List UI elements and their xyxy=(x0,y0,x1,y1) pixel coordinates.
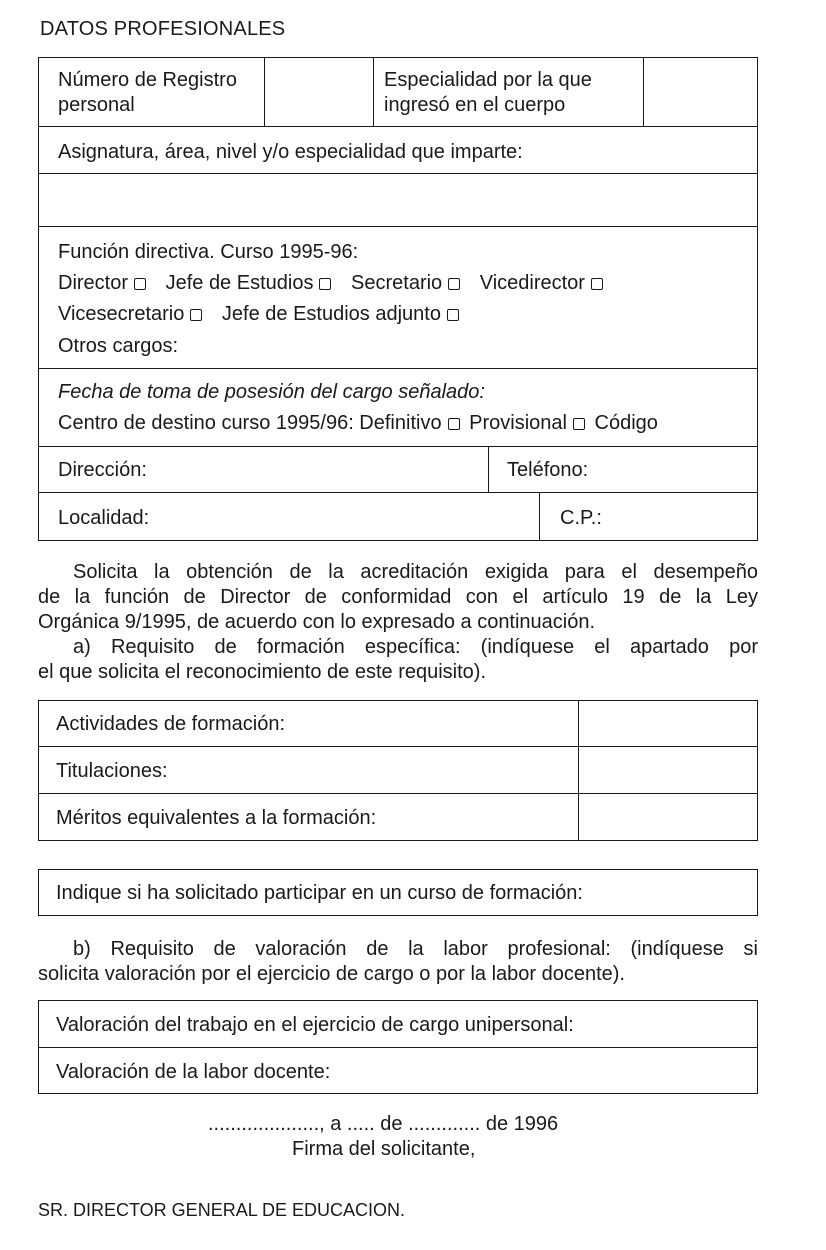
meritos-field[interactable] xyxy=(580,795,756,839)
especialidad-value-field[interactable] xyxy=(645,59,756,125)
curso-formacion-label: Indique si ha solicitado participar en un curso de formación: xyxy=(56,882,583,904)
registro-value-field[interactable] xyxy=(266,59,372,125)
especialidad-label: Especialidad por la que xyxy=(384,69,592,91)
actividades-formacion-field[interactable] xyxy=(580,702,756,745)
vicedirector-checkbox[interactable] xyxy=(591,278,603,290)
centro-destino-row: Centro de destino curso 1995/96: Definitivo Provisional Código xyxy=(58,412,658,434)
director-checkbox[interactable] xyxy=(134,278,146,290)
registro-label: Número de Registro xyxy=(58,69,237,91)
asignatura-value-field[interactable] xyxy=(40,175,756,225)
firma-solicitante: Firma del solicitante, xyxy=(292,1138,476,1160)
definitivo-checkbox[interactable] xyxy=(448,418,460,430)
titulaciones-label: Titulaciones: xyxy=(56,760,168,782)
cp-label: C.P.: xyxy=(560,507,602,529)
solicitud-paragraph: Solicita la obtención de la acreditación exigida para el desempeño de la función de Director de conformidad con el artículo 19 de la Ley Orgánica 9/1995, de acuerdo con lo expresado a continuación. a) Requisito de formación específica: (indíquese el apartado por el que solicita el reconocimiento de este requisito). xyxy=(38,561,758,683)
fecha-firma-line: ...................., a ..... de ............. de 1996 xyxy=(208,1113,559,1135)
direccion-label: Dirección: xyxy=(58,459,147,481)
section-title: DATOS PROFESIONALES xyxy=(40,18,286,40)
registro-label-cont: personal xyxy=(58,94,135,116)
provisional-checkbox[interactable] xyxy=(573,418,585,430)
meritos-label: Méritos equivalentes a la formación: xyxy=(56,807,377,829)
actividades-formacion-label: Actividades de formación: xyxy=(56,713,286,735)
vicesecretario-checkbox[interactable] xyxy=(190,309,202,321)
jefe-estudios-adjunto-checkbox[interactable] xyxy=(447,309,459,321)
otros-cargos-label: Otros cargos: xyxy=(58,335,179,357)
titulaciones-field[interactable] xyxy=(580,748,756,792)
valoracion-paragraph: b) Requisito de valoración de la labor profesional: (indíquese si solicita valoración por el ejercicio de cargo o por la labor docente). xyxy=(38,938,758,985)
asignatura-label: Asignatura, área, nivel y/o especialidad que imparte: xyxy=(58,141,523,163)
destinatario: SR. DIRECTOR GENERAL DE EDUCACION. xyxy=(38,1200,406,1220)
localidad-label: Localidad: xyxy=(58,507,150,529)
fecha-toma-label: Fecha de toma de posesión del cargo señalado: xyxy=(58,381,485,403)
cargos-row-1: Director Jefe de Estudios Secretario Vicedirector xyxy=(58,271,603,295)
telefono-label: Teléfono: xyxy=(507,459,589,481)
cargos-row-2: Vicesecretario Jefe de Estudios adjunto xyxy=(58,302,459,326)
especialidad-label-cont: ingresó en el cuerpo xyxy=(384,94,566,116)
valoracion-cargo-label: Valoración del trabajo en el ejercicio de cargo unipersonal: xyxy=(56,1014,574,1036)
valoracion-docente-label: Valoración de la labor docente: xyxy=(56,1061,331,1083)
funcion-directiva-label: Función directiva. Curso 1995-96: xyxy=(58,241,359,263)
secretario-checkbox[interactable] xyxy=(448,278,460,290)
jefe-estudios-checkbox[interactable] xyxy=(319,278,331,290)
